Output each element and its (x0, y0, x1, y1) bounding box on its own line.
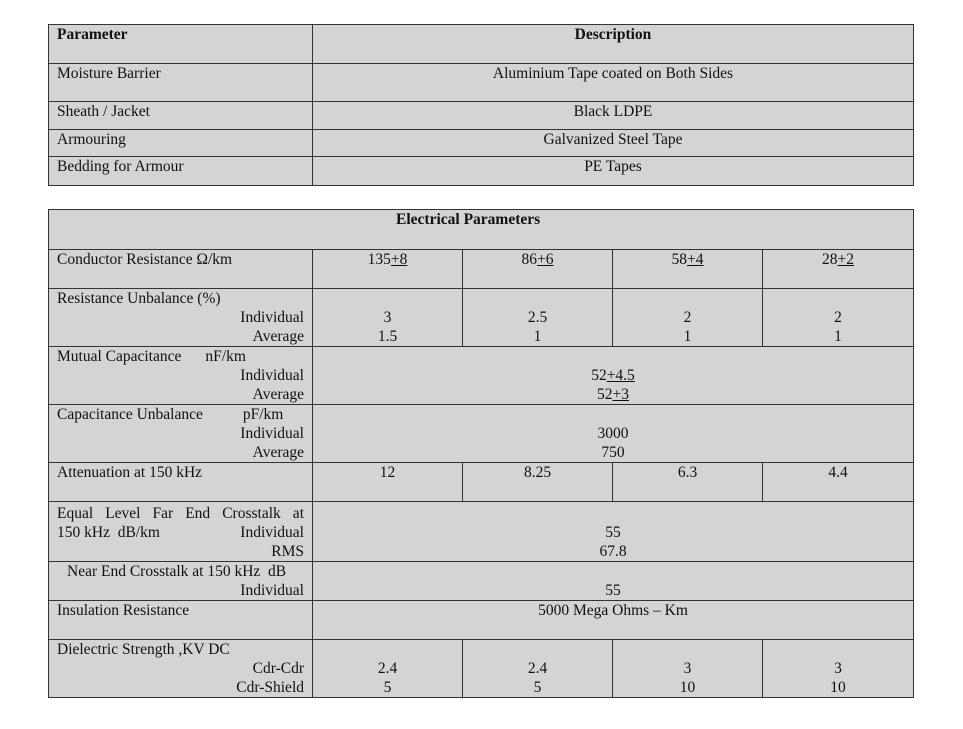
table-row (49, 130, 914, 157)
attenuation-value: 4.4 (763, 463, 914, 502)
mutual-capacitance-row (49, 347, 914, 405)
elfext-value: 55 67.8 (313, 502, 914, 562)
resistance-unbalance-row (49, 289, 914, 347)
resistance-unbalance-label: Resistance Unbalance (%) (57, 290, 221, 307)
dielectric-strength-cell (49, 640, 313, 698)
insulation-resistance-row (49, 601, 914, 640)
table-row (49, 102, 914, 130)
construction-table (48, 24, 914, 186)
average-sublabel: Average (252, 386, 304, 403)
attenuation-value: 6.3 (613, 463, 763, 502)
average-sublabel: Average (252, 328, 304, 345)
elfext-label-line1: Equal Level Far End Crosstalk at (57, 505, 304, 522)
mutual-capacitance-cell (49, 347, 313, 405)
attenuation-value: 8.25 (463, 463, 613, 502)
resistance-unbalance-value: 2 1 (613, 289, 763, 347)
insulation-resistance-label: Insulation Resistance (49, 601, 313, 640)
row-parameter: Moisture Barrier (49, 64, 313, 102)
conductor-resistance-row (49, 250, 914, 289)
insulation-resistance-value: 5000 Mega Ohms – Km (313, 601, 914, 640)
attenuation-value: 12 (313, 463, 463, 502)
conductor-resistance-value: 28+2 (763, 250, 914, 289)
dielectric-strength-value: 2.4 5 (463, 640, 613, 698)
row-parameter: Armouring (49, 130, 313, 157)
capacitance-unbalance-value: 3000 750 (313, 405, 914, 463)
cdr-shield-sublabel: Cdr-Shield (236, 679, 304, 696)
individual-sublabel: Individual (240, 309, 304, 326)
elfext-row (49, 502, 914, 562)
next-cell (49, 562, 313, 601)
capacitance-unbalance-row (49, 405, 914, 463)
rms-sublabel: RMS (271, 543, 304, 560)
resistance-unbalance-value: 2 1 (763, 289, 914, 347)
attenuation-label: Attenuation at 150 kHz (49, 463, 313, 502)
resistance-unbalance-value: 3 1.5 (313, 289, 463, 347)
title-row (49, 210, 914, 250)
resistance-unbalance-cell (49, 289, 313, 347)
row-parameter: Bedding for Armour (49, 157, 313, 186)
individual-sublabel: Individual (240, 367, 304, 384)
mutual-capacitance-label: Mutual Capacitance nF/km (57, 348, 246, 365)
row-description: Galvanized Steel Tape (313, 130, 914, 157)
cdr-cdr-sublabel: Cdr-Cdr (252, 660, 304, 677)
conductor-resistance-label: Conductor Resistance Ω/km (49, 250, 313, 289)
capacitance-unbalance-cell (49, 405, 313, 463)
table-title: Electrical Parameters (49, 210, 914, 250)
attenuation-row (49, 463, 914, 502)
individual-sublabel: Individual (240, 425, 304, 442)
row-description: Aluminium Tape coated on Both Sides (313, 64, 914, 102)
average-sublabel: Average (252, 444, 304, 461)
row-description: Black LDPE (313, 102, 914, 130)
next-row (49, 562, 914, 601)
elfext-cell (49, 502, 313, 562)
dielectric-strength-row (49, 640, 914, 698)
mutual-capacitance-value: 52+4.5 52+3 (313, 347, 914, 405)
next-label: Near End Crosstalk at 150 kHz dB (67, 563, 287, 580)
conductor-resistance-value: 58+4 (613, 250, 763, 289)
dielectric-strength-label: Dielectric Strength ,KV DC (57, 641, 230, 658)
capacitance-unbalance-label: Capacitance Unbalance pF/km (57, 406, 284, 423)
dielectric-strength-value: 3 10 (763, 640, 914, 698)
row-description: PE Tapes (313, 157, 914, 186)
individual-sublabel: Individual (240, 582, 304, 599)
dielectric-strength-value: 3 10 (613, 640, 763, 698)
next-value: 55 (313, 562, 914, 601)
dielectric-strength-value: 2.4 5 (313, 640, 463, 698)
electrical-parameters-table (48, 209, 914, 698)
conductor-resistance-value: 86+6 (463, 250, 613, 289)
header-row (49, 25, 914, 64)
row-parameter: Sheath / Jacket (49, 102, 313, 130)
conductor-resistance-value: 135+8 (313, 250, 463, 289)
resistance-unbalance-value: 2.5 1 (463, 289, 613, 347)
table-row (49, 157, 914, 186)
header-description: Description (313, 25, 914, 64)
header-parameter: Parameter (49, 25, 313, 64)
table-row (49, 64, 914, 102)
elfext-label-line2: 150 kHz dB/km Individual (57, 524, 304, 541)
